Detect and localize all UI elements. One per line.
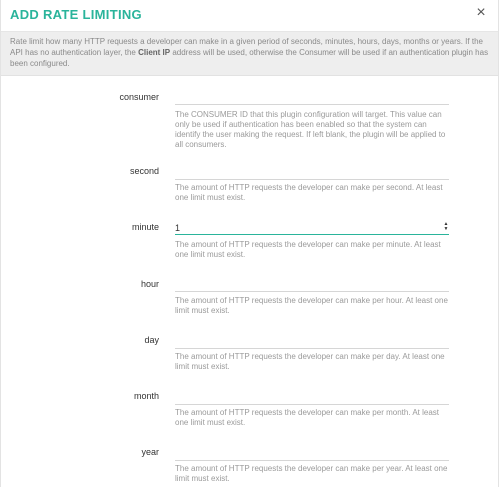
dialog-header — [1, 0, 498, 32]
stepper-arrows-icon[interactable]: ▲ ▼ — [443, 221, 449, 232]
hour-input[interactable] — [175, 279, 449, 292]
close-icon[interactable]: × — [476, 4, 486, 21]
year-help: The amount of HTTP requests the developer can make per year. At least one limit must exist. — [175, 464, 448, 483]
minute-value: 1 — [175, 223, 181, 233]
consumer-input[interactable] — [175, 92, 449, 105]
hour-help: The amount of HTTP requests the developer can make per hour. At least one limit must exist. — [175, 296, 448, 315]
year-input[interactable] — [175, 448, 449, 461]
hour-label: hour — [140, 279, 159, 289]
month-help: The amount of HTTP requests the developer can make per month. At least one limit must exist. — [175, 408, 439, 427]
minute-input[interactable] — [175, 222, 449, 235]
description-part-1: Rate limit how many HTTP requests a developer can make in a given period of seconds, minutes, hours, days, months or years. If the API has no authentication layer, the — [10, 37, 483, 57]
client-ip-highlight: Client IP — [138, 48, 171, 57]
day-help: The amount of HTTP requests the developer can make per day. At least one limit must exist. — [175, 352, 445, 371]
minute-label: minute — [131, 222, 159, 232]
month-label: month — [133, 391, 159, 401]
consumer-help: The CONSUMER ID that this plugin configuration will target. This value can only be used if authentication has been enabled so that the system can identify the user making the request. If left blank, the plugin will be applied to all consumers. — [175, 110, 446, 149]
second-label: second — [129, 166, 159, 176]
description-panel — [1, 32, 498, 76]
year-label: year — [141, 447, 159, 457]
description-part-2: address will be used, otherwise the Consumer will be used if an authentication plugin has been configured. — [10, 48, 489, 68]
minute-help: The amount of HTTP requests the developer can make per minute. At least one limit must exist. — [175, 240, 441, 259]
second-input[interactable] — [175, 167, 449, 180]
second-help: The amount of HTTP requests the developer can make per second. At least one limit must exist. — [175, 183, 443, 202]
month-input[interactable] — [175, 392, 449, 405]
consumer-label: consumer — [119, 92, 159, 102]
description-text — [10, 36, 492, 69]
day-input[interactable] — [175, 336, 449, 349]
dialog-title: ADD RATE LIMITING — [10, 7, 142, 22]
day-label: day — [144, 335, 159, 345]
